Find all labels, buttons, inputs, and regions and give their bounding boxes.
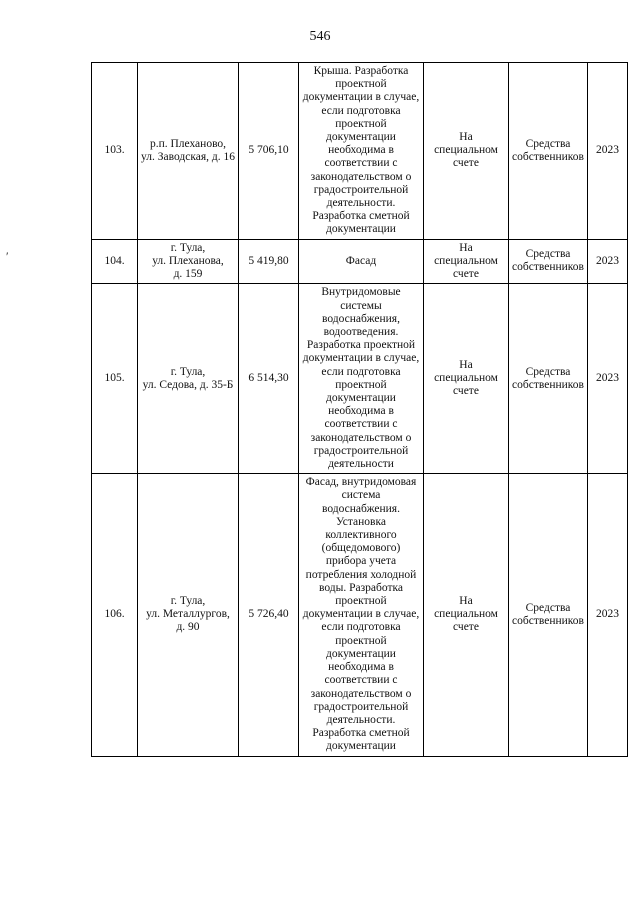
year-cell: 2023	[588, 63, 628, 240]
address-cell	[138, 284, 239, 474]
work-line: документации	[326, 223, 396, 236]
work-line: если подготовка	[321, 365, 401, 378]
work-line: документации в случае,	[302, 352, 420, 365]
funding-source-cell	[509, 284, 588, 474]
work-description-cell	[299, 284, 424, 474]
work-line: деятельности.	[326, 713, 396, 726]
work-line: Разработка сметной	[312, 210, 410, 223]
work-line: Фасад	[345, 254, 377, 267]
work-line: деятельности	[328, 457, 394, 470]
row-number: 106.	[92, 474, 138, 756]
funding-source-cell	[509, 63, 588, 240]
account-line: счете	[453, 385, 479, 398]
address-line: д. 159	[173, 268, 203, 281]
funding-source-cell	[509, 474, 588, 756]
work-line: документации	[326, 391, 396, 404]
address-line: ул. Заводская, д. 16	[141, 150, 235, 163]
year-cell: 2023	[588, 239, 628, 284]
work-line: соответствии с	[324, 157, 398, 170]
work-line: потребления холодной	[305, 568, 417, 581]
account-line: На специальном	[434, 131, 498, 157]
work-line: Внутридомовые	[321, 286, 401, 299]
table-row	[92, 474, 628, 756]
work-line: Установка	[336, 515, 386, 528]
work-line: законодательством о	[310, 687, 412, 700]
work-line: проектной	[335, 595, 387, 608]
source-line: собственников	[512, 261, 584, 274]
work-line: необходима в	[328, 405, 394, 418]
account-cell	[424, 63, 509, 240]
work-line: (общедомового)	[321, 542, 401, 555]
table-row	[92, 284, 628, 474]
work-line: водоснабжения,	[322, 312, 400, 325]
work-line: законодательством о	[310, 431, 412, 444]
work-line: если подготовка	[321, 621, 401, 634]
work-line: если подготовка	[321, 104, 401, 117]
year-cell: 2023	[588, 474, 628, 756]
work-line: документации в случае,	[302, 608, 420, 621]
work-line: документации	[326, 647, 396, 660]
address-line: ул. Седова, д. 35-Б	[142, 378, 234, 391]
work-line: проектной	[335, 117, 387, 130]
address-line: г. Тула,	[170, 241, 206, 254]
work-line: проектной	[335, 378, 387, 391]
table-row	[92, 239, 628, 284]
source-line: Средства	[525, 601, 571, 614]
work-line: деятельности.	[326, 197, 396, 210]
cost-cell: 6 514,30	[239, 284, 299, 474]
address-line: г. Тула,	[170, 365, 206, 378]
account-line: На специальном	[434, 358, 498, 385]
cost-cell: 5 726,40	[239, 474, 299, 756]
work-line: Разработка сметной	[312, 727, 410, 740]
source-line: Средства	[525, 365, 571, 378]
work-line: Крыша. Разработка	[313, 65, 409, 77]
work-line: градостроительной	[313, 444, 409, 457]
account-line: На специальном	[434, 595, 498, 621]
row-number: 103.	[92, 63, 138, 240]
work-line: система водоснабжения.	[322, 489, 400, 515]
page-number: 546	[309, 29, 331, 44]
row-number: 105.	[92, 284, 138, 474]
work-line: необходима в	[328, 661, 394, 674]
work-line: документации	[326, 131, 396, 144]
work-line: проектной	[335, 634, 387, 647]
address-cell	[138, 63, 239, 240]
account-cell	[424, 239, 509, 284]
year-cell: 2023	[588, 284, 628, 474]
work-line: законодательством о	[310, 170, 412, 183]
work-description-cell	[299, 63, 424, 240]
work-line: Фасад, внутридомовая	[305, 476, 417, 489]
work-line: документации в случае,	[302, 91, 420, 104]
account-line: счете	[453, 621, 479, 634]
account-line: счете	[453, 157, 479, 170]
work-line: водоотведения.	[323, 325, 399, 338]
work-line: соответствии с	[324, 674, 398, 687]
source-line: собственников	[512, 378, 584, 391]
address-line: д. 90	[176, 621, 200, 634]
work-line: Разработка проектной	[306, 339, 416, 352]
source-line: Средства	[525, 137, 571, 150]
address-cell	[138, 239, 239, 284]
work-line: соответствии с	[324, 418, 398, 431]
account-line: счете	[453, 268, 479, 281]
account-line: На специальном	[434, 241, 498, 267]
source-line: собственников	[512, 150, 584, 163]
account-cell	[424, 474, 509, 756]
row-number: 104.	[92, 239, 138, 284]
funding-source-cell	[509, 239, 588, 284]
address-line: г. Тула,	[170, 595, 206, 608]
source-line: собственников	[512, 614, 584, 627]
work-line: системы	[340, 299, 382, 312]
cost-cell: 5 706,10	[239, 63, 299, 240]
scan-mark: ′	[6, 249, 9, 263]
work-description-cell	[299, 474, 424, 756]
address-line: ул. Плеханова,	[152, 254, 224, 267]
account-cell	[424, 284, 509, 474]
work-line: воды. Разработка	[319, 581, 403, 594]
address-line: р.п. Плеханово,	[149, 137, 227, 150]
work-description-cell	[299, 239, 424, 284]
table-row	[92, 63, 628, 240]
source-line: Средства	[525, 248, 571, 261]
cost-cell: 5 419,80	[239, 239, 299, 284]
work-line: прибора учета	[325, 555, 397, 568]
work-line: проектной	[335, 78, 387, 91]
works-table	[91, 62, 628, 757]
work-line: градостроительной	[313, 183, 409, 196]
work-line: необходима в	[328, 144, 394, 157]
address-cell	[138, 474, 239, 756]
work-line: документации	[326, 740, 396, 753]
work-line: коллективного	[325, 529, 397, 542]
address-line: ул. Металлургов,	[146, 608, 230, 621]
work-line: градостроительной	[313, 700, 409, 713]
